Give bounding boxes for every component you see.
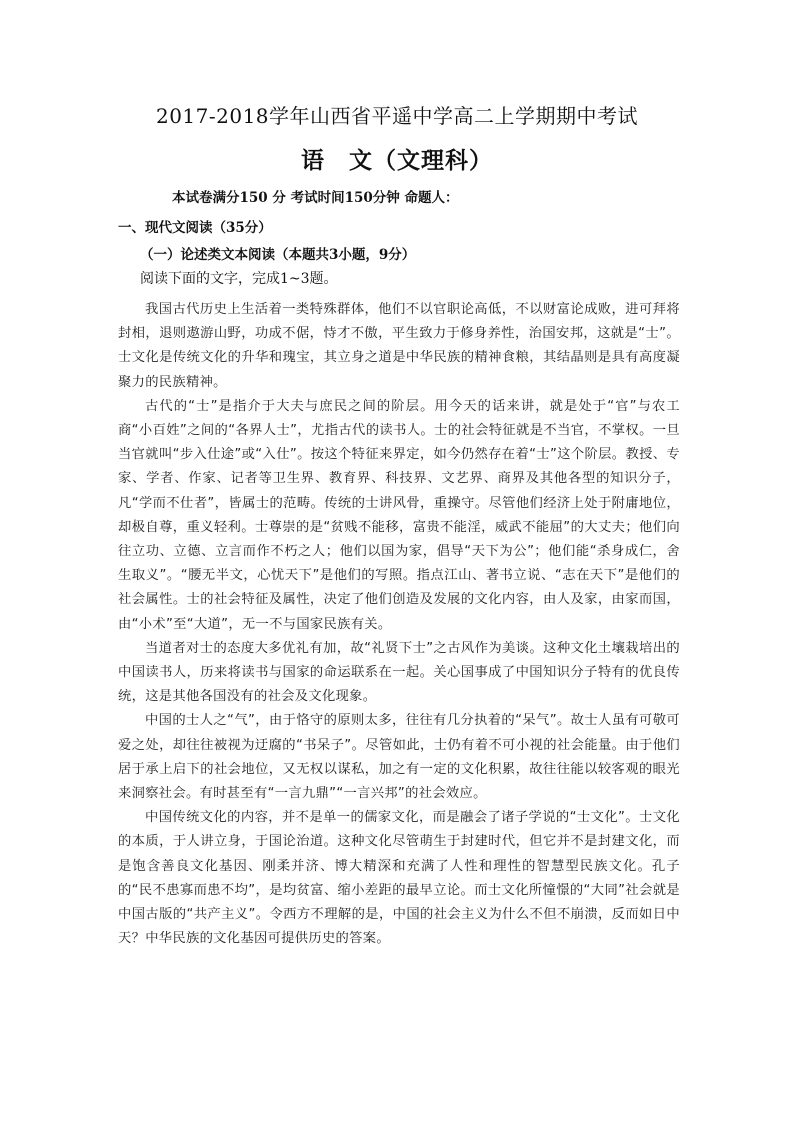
passage-paragraph-3: 当道者对士的态度大多优礼有加，故“礼贤下士”之古风作为美谈。这种文化土壤栽培出的中国读书人，历来将读书与国家的命运联系在一起。关心国事成了中国知识分子特有的优良传统，这是其他各国没有的社会及文化现象。 [118, 640, 680, 705]
passage-paragraph-1: 我国古代历史上生活着一类特殊群体，他们不以官职论高低，不以财富论成败，进可拜将封相，退则遨游山野，功成不倨，恃才不傲，平生致力于修身养性，治国安邦，这就是“士”。士文化是传统文化的升华和瑰宝，其立身之道是中华民族的精神食粮，其结晶则是具有高度凝聚力的民族精神。 [118, 302, 680, 390]
subsection-heading: （一）论述类文本阅读（本题共3小题，9分） [140, 247, 416, 263]
section-heading: 一、现代文阅读（35分） [118, 220, 272, 236]
passage-paragraph-5: 中国传统文化的内容，并不是单一的儒家文化，而是融会了诸子学说的“士文化”。士文化的本质，于人讲立身，于国论治道。这种文化尽管萌生于封建时代，但它并不是封建文化，而是饱含善良文化基因、刚柔并济、博大精深和充满了人性和理性的智慧型民族文化。孔子的“民不患寡而患不均”，是均贫富、缩小差距的最早立论。而士文化所憧憬的“大同”社会就是中国古版的“共产主义”。令西方不理解的是，中国的社会主义为什么不但不崩溃，反而如日中天？中华民族的文化基因可提供历史的答案。 [118, 810, 680, 947]
passage [118, 298, 680, 951]
reading-instruction: 阅读下面的文字，完成1~3题。 [140, 271, 338, 287]
exam-info: 本试卷满分150 分 考试时间150分钟 命题人： [172, 190, 459, 206]
passage-paragraph-2: 古代的“士”是指介于大夫与庶民之间的阶层。用今天的话来讲，就是处于“官”与农工商“小百姓”之间的“各界人士”，尤指古代的读书人。士的社会特征就是不当官，不掌权。一旦当官就叫“步入仕途”或“入仕”。按这个特征来界定，如今仍然存在着“士”这个阶层。教授、专家、学者、作家、记者等卫生界、教育界、科技界、文艺界、商界及其他各型的知识分子，凡“学而不仕者”，皆属士的范畴。传统的士讲风骨，重操守。尽管他们经济上处于附庸地位，却极自尊，重义轻利。士尊崇的是“贫贱不能移，富贵不能淫，威武不能屈”的大丈夫；他们向往立功、立德、立言而作不朽之人；他们以国为家，倡导“天下为公”；他们能“杀身成仁，舍生取义”。“腰无半文，心忧天下”是他们的写照。指点江山、著书立说、“志在天下”是他们的社会属性。士的社会特征及属性，决定了他们创造及发展的文化内容，由人及家，由家而国，由“小术”至“大道”，无一不与国家民族有关。 [118, 398, 680, 632]
passage-paragraph-4: 中国的士人之“气”，由于恪守的原则太多，往往有几分执着的“呆气”。故士人虽有可敬可爱之处，却往往被视为迂腐的“书呆子”。尽管如此，士仍有着不可小视的社会能量。由于他们居于承上启下的社会地位，又无权以谋私，加之有一定的文化积累，故往往能以较客观的眼光来洞察社会。有时甚至有“一言九鼎”“一言兴邦”的社会效应。 [118, 713, 680, 802]
exam-title: 2017-2018学年山西省平遥中学高二上学期期中考试 [155, 104, 639, 128]
subject-title: 语 文（文理科） [301, 147, 493, 174]
